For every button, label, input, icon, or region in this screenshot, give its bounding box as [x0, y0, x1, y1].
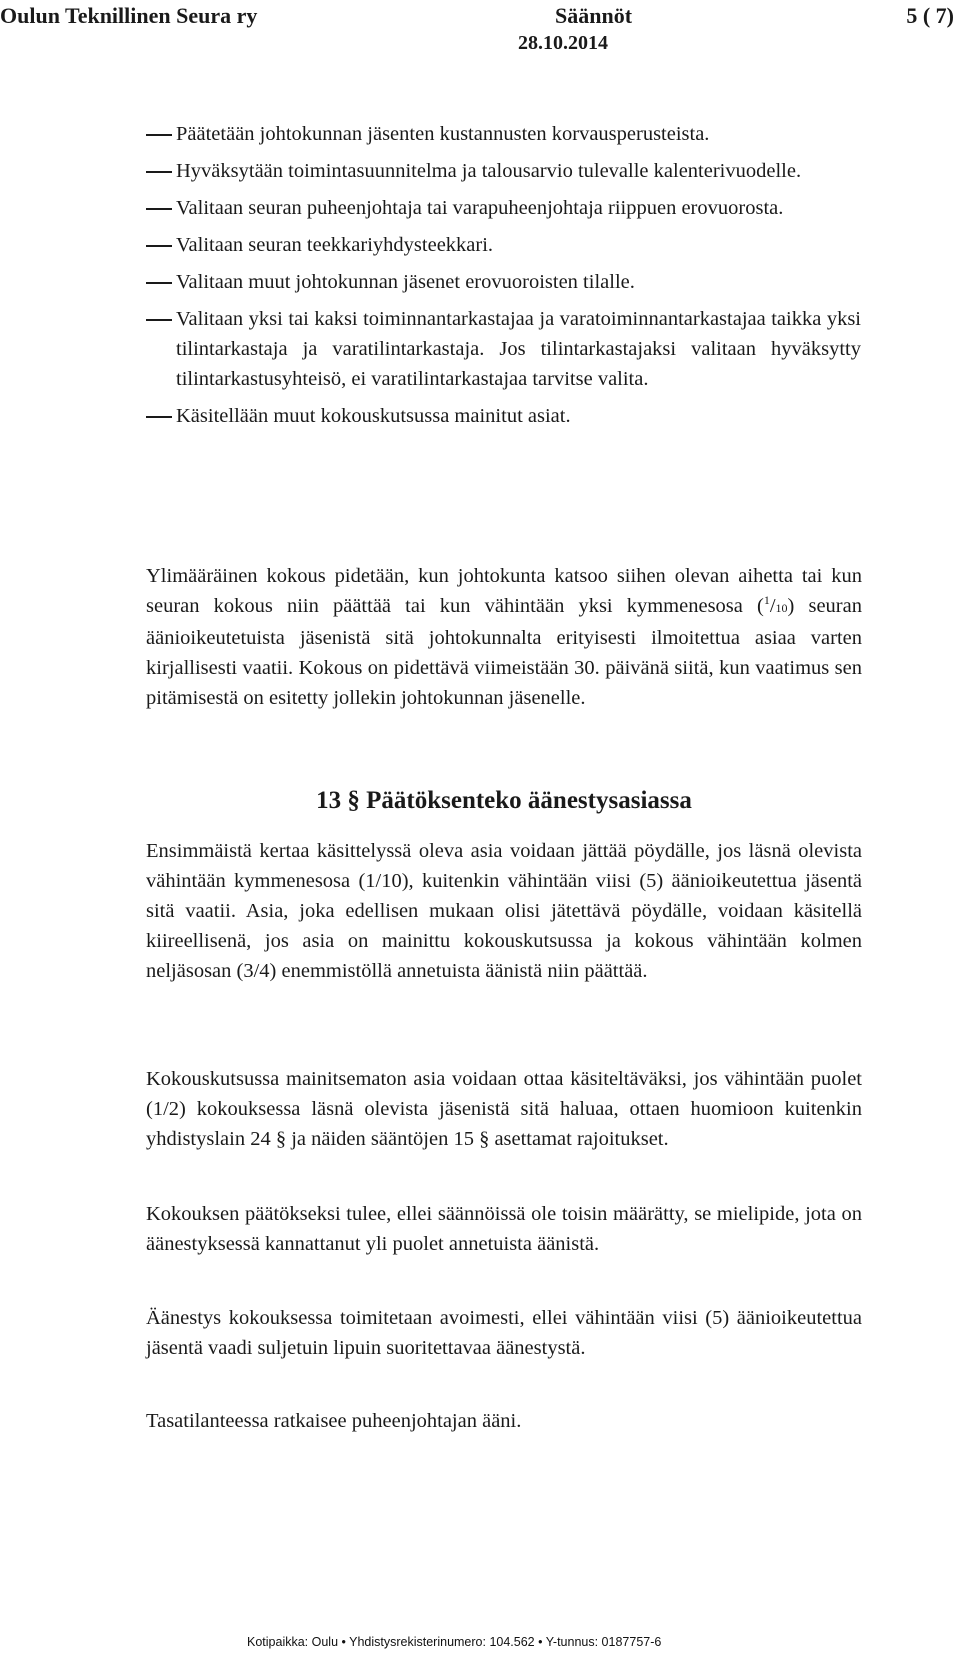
list-item — [146, 230, 861, 260]
dash-bullet-icon — [146, 134, 172, 136]
header-organization: Oulun Teknillinen Seura ry — [0, 3, 258, 28]
list-item — [146, 401, 861, 431]
fraction-numerator: 1 — [763, 593, 770, 608]
paragraph-text-part2: ) seuran äänioikeutetuista jäsenistä sitä johtokunnalta erityisesti ilmoitettua asiaa varten kirjallisesti vaatii. Kokous on pidettävä viimeistään 30. päivänä siitä, kun vaatimus sen pitämisestä on esitetty jollekin johtokunnan jäsenelle. — [146, 595, 862, 709]
list-item-text: Valitaan yksi tai kaksi toiminnantarkastajaa ja varatoiminnantarkastajaa taikka yksi tilintarkastaja ja varatilintarkastaja. Jos tilintarkastajaksi valitaan hyväksytty tilintarkastusyhteisö, ei varatilintarkastajaa tarvitse valita. — [176, 308, 861, 390]
dash-bullet-icon — [146, 416, 172, 418]
header-document-title: Säännöt — [555, 3, 633, 28]
list-item — [146, 304, 861, 394]
section-paragraph-1: Ensimmäistä kertaa käsittelyssä oleva asia voidaan jättää pöydälle, jos läsnä olevista vähintään kymmenesosa (1/10), kuitenkin vähintään viisi (5) äänioikeutettua jäsentä sitä vaatii. Asia, joka edellisen mukaan olisi jätettävä pöydälle, voidaan käsitellä kiireellisenä, jos asia on mainittu kokouskutsussa ja kokous vähintään kolmen neljäsosan (3/4) enemmistöllä annetuista äänistä niin päättää. — [146, 840, 862, 982]
list-item-text: Valitaan muut johtokunnan jäsenet erovuoroisten tilalle. — [176, 271, 635, 293]
dash-bullet-icon — [146, 319, 172, 321]
list-item — [146, 156, 861, 186]
agenda-list — [146, 119, 861, 438]
extraordinary-meeting-paragraph — [146, 561, 862, 713]
list-item — [146, 267, 861, 297]
page-footer: Kotipaikka: Oulu • Yhdistysrekisterinumero: 104.562 • Y-tunnus: 0187757-6 — [247, 1635, 662, 1649]
section-paragraph-3: Kokouksen päätökseksi tulee, ellei säännöissä ole toisin määrätty, se mielipide, jota on äänestyksessä kannattanut yli puolet annetuista äänistä. — [146, 1203, 862, 1255]
section-heading: 13 § Päätöksenteko äänestysasiassa — [316, 787, 692, 814]
section-paragraph-5: Tasatilanteessa ratkaisee puheenjohtajan ääni. — [146, 1410, 522, 1432]
list-item — [146, 119, 861, 149]
section-paragraph-2: Kokouskutsussa mainitsematon asia voidaan ottaa käsiteltäväksi, jos vähintään puolet (1/2) kokouksessa läsnä olevista jäsenistä sitä haluaa, ottaen huomioon kuitenkin yhdistyslain 24 § ja näiden sääntöjen 15 § asettamat rajoitukset. — [146, 1068, 862, 1150]
list-item — [146, 193, 861, 223]
dash-bullet-icon — [146, 208, 172, 210]
list-item-text: Hyväksytään toimintasuunnitelma ja talousarvio tulevalle kalenterivuodelle. — [176, 160, 802, 182]
list-item-text: Käsitellään muut kokouskutsussa mainitut asiat. — [176, 405, 571, 427]
fraction-denominator: 10 — [775, 601, 788, 615]
paragraph-text-part1: Ylimääräinen kokous pidetään, kun johtokunta katsoo siihen olevan aihetta tai kun seuran kokous niin päättää tai kun vähintään yksi kymmenesosa ( — [146, 565, 862, 617]
dash-bullet-icon — [146, 245, 172, 247]
list-item-text: Valitaan seuran teekkariyhdysteekkari. — [176, 234, 494, 256]
list-item-text: Valitaan seuran puheenjohtaja tai varapuheenjohtaja riippuen erovuorosta. — [176, 197, 784, 219]
section-paragraph-4: Äänestys kokouksessa toimitetaan avoimesti, ellei vähintään viisi (5) äänioikeutettua jäsentä vaadi suljetuin lipuin suoritettavaa äänestystä. — [146, 1307, 862, 1359]
dash-bullet-icon — [146, 171, 172, 173]
header-date: 28.10.2014 — [518, 32, 608, 54]
header-page-indicator: 5 ( 7) — [906, 3, 954, 28]
dash-bullet-icon — [146, 282, 172, 284]
list-item-text: Päätetään johtokunnan jäsenten kustannusten korvausperusteista. — [176, 123, 710, 145]
fraction-slash: / — [769, 595, 776, 617]
